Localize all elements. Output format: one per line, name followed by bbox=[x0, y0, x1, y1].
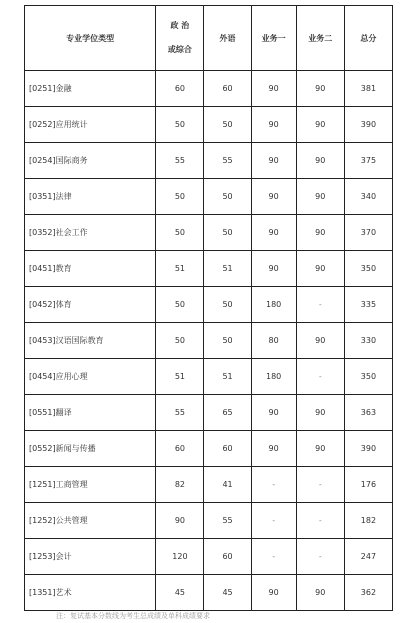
subject2-cell: - bbox=[296, 359, 344, 395]
total-cell: 390 bbox=[344, 431, 392, 467]
table-row bbox=[25, 539, 393, 575]
total-cell: 381 bbox=[344, 71, 392, 107]
subject2-cell: - bbox=[296, 539, 344, 575]
subject1-cell: 180 bbox=[251, 287, 296, 323]
subject2-cell: 90 bbox=[296, 179, 344, 215]
subject2-cell: 90 bbox=[296, 143, 344, 179]
politics-cell: 60 bbox=[156, 71, 204, 107]
subject2-cell: 90 bbox=[296, 395, 344, 431]
degree-type-cell: [1251]工商管理 bbox=[25, 467, 156, 503]
degree-type-cell: [0451]教育 bbox=[25, 251, 156, 287]
subject1-cell: 80 bbox=[251, 323, 296, 359]
table-row bbox=[25, 467, 393, 503]
subject1-cell: 90 bbox=[251, 215, 296, 251]
language-cell: 50 bbox=[204, 179, 251, 215]
politics-cell: 50 bbox=[156, 107, 204, 143]
degree-type-cell: [0452]体育 bbox=[25, 287, 156, 323]
table-row bbox=[25, 179, 393, 215]
degree-type-cell: [0552]新闻与传播 bbox=[25, 431, 156, 467]
degree-type-cell: [1351]艺术 bbox=[25, 575, 156, 611]
language-cell: 60 bbox=[204, 71, 251, 107]
subject1-cell: - bbox=[251, 539, 296, 575]
politics-cell: 50 bbox=[156, 287, 204, 323]
language-cell: 55 bbox=[204, 503, 251, 539]
table-header bbox=[25, 6, 393, 71]
politics-cell: 120 bbox=[156, 539, 204, 575]
subject2-cell: - bbox=[296, 287, 344, 323]
politics-cell: 82 bbox=[156, 467, 204, 503]
degree-type-cell: [1252]公共管理 bbox=[25, 503, 156, 539]
header-politics bbox=[156, 6, 204, 71]
table-row bbox=[25, 251, 393, 287]
subject1-cell: 90 bbox=[251, 431, 296, 467]
subject2-cell: - bbox=[296, 467, 344, 503]
total-cell: 182 bbox=[344, 503, 392, 539]
table-row bbox=[25, 395, 393, 431]
subject2-cell: 90 bbox=[296, 107, 344, 143]
subject1-cell: - bbox=[251, 467, 296, 503]
total-cell: 176 bbox=[344, 467, 392, 503]
language-cell: 50 bbox=[204, 107, 251, 143]
degree-type-cell: [0251]金融 bbox=[25, 71, 156, 107]
subject1-cell: 90 bbox=[251, 143, 296, 179]
header-politics-line2: 或综合 bbox=[167, 45, 192, 54]
header-degree-type: 专业学位类型 bbox=[25, 6, 156, 71]
language-cell: 60 bbox=[204, 539, 251, 575]
table-row bbox=[25, 215, 393, 251]
language-cell: 45 bbox=[204, 575, 251, 611]
subject2-cell: 90 bbox=[296, 251, 344, 287]
table-row bbox=[25, 575, 393, 611]
footnote: 注：复试基本分数线为考生总成绩及单科成绩要求 bbox=[56, 612, 210, 620]
language-cell: 50 bbox=[204, 287, 251, 323]
degree-type-cell: [0453]汉语国际教育 bbox=[25, 323, 156, 359]
total-cell: 370 bbox=[344, 215, 392, 251]
table-row bbox=[25, 287, 393, 323]
total-cell: 363 bbox=[344, 395, 392, 431]
table-row bbox=[25, 359, 393, 395]
politics-cell: 50 bbox=[156, 215, 204, 251]
total-cell: 340 bbox=[344, 179, 392, 215]
header-row bbox=[25, 6, 393, 71]
total-cell: 330 bbox=[344, 323, 392, 359]
table-row bbox=[25, 71, 393, 107]
subject1-cell: 90 bbox=[251, 179, 296, 215]
header-total: 总分 bbox=[344, 6, 392, 71]
table-row bbox=[25, 503, 393, 539]
subject2-cell: 90 bbox=[296, 323, 344, 359]
language-cell: 50 bbox=[204, 215, 251, 251]
politics-cell: 50 bbox=[156, 179, 204, 215]
language-cell: 51 bbox=[204, 251, 251, 287]
table-row bbox=[25, 143, 393, 179]
subject1-cell: - bbox=[251, 503, 296, 539]
degree-type-cell: [0352]社会工作 bbox=[25, 215, 156, 251]
politics-cell: 55 bbox=[156, 395, 204, 431]
politics-cell: 55 bbox=[156, 143, 204, 179]
language-cell: 65 bbox=[204, 395, 251, 431]
subject2-cell: 90 bbox=[296, 215, 344, 251]
subject1-cell: 180 bbox=[251, 359, 296, 395]
total-cell: 362 bbox=[344, 575, 392, 611]
language-cell: 55 bbox=[204, 143, 251, 179]
table-body bbox=[25, 71, 393, 611]
politics-cell: 45 bbox=[156, 575, 204, 611]
language-cell: 60 bbox=[204, 431, 251, 467]
header-language: 外语 bbox=[204, 6, 251, 71]
language-cell: 50 bbox=[204, 323, 251, 359]
header-subject1: 业务一 bbox=[251, 6, 296, 71]
subject2-cell: 90 bbox=[296, 575, 344, 611]
subject1-cell: 90 bbox=[251, 575, 296, 611]
politics-cell: 51 bbox=[156, 359, 204, 395]
politics-cell: 50 bbox=[156, 323, 204, 359]
degree-type-cell: [0254]国际商务 bbox=[25, 143, 156, 179]
score-table bbox=[24, 5, 393, 611]
total-cell: 247 bbox=[344, 539, 392, 575]
subject2-cell: 90 bbox=[296, 71, 344, 107]
degree-type-cell: [0551]翻译 bbox=[25, 395, 156, 431]
subject1-cell: 90 bbox=[251, 395, 296, 431]
language-cell: 51 bbox=[204, 359, 251, 395]
subject2-cell: - bbox=[296, 503, 344, 539]
degree-type-cell: [0454]应用心理 bbox=[25, 359, 156, 395]
total-cell: 375 bbox=[344, 143, 392, 179]
subject2-cell: 90 bbox=[296, 431, 344, 467]
table-row bbox=[25, 107, 393, 143]
politics-cell: 60 bbox=[156, 431, 204, 467]
header-subject2: 业务二 bbox=[296, 6, 344, 71]
degree-type-cell: [1253]会计 bbox=[25, 539, 156, 575]
subject1-cell: 90 bbox=[251, 107, 296, 143]
header-politics-line1: 政 治 bbox=[170, 21, 190, 30]
total-cell: 350 bbox=[344, 251, 392, 287]
subject1-cell: 90 bbox=[251, 71, 296, 107]
table-row bbox=[25, 323, 393, 359]
language-cell: 41 bbox=[204, 467, 251, 503]
total-cell: 390 bbox=[344, 107, 392, 143]
degree-type-cell: [0252]应用统计 bbox=[25, 107, 156, 143]
politics-cell: 51 bbox=[156, 251, 204, 287]
total-cell: 350 bbox=[344, 359, 392, 395]
politics-cell: 90 bbox=[156, 503, 204, 539]
subject1-cell: 90 bbox=[251, 251, 296, 287]
degree-type-cell: [0351]法律 bbox=[25, 179, 156, 215]
table-row bbox=[25, 431, 393, 467]
total-cell: 335 bbox=[344, 287, 392, 323]
